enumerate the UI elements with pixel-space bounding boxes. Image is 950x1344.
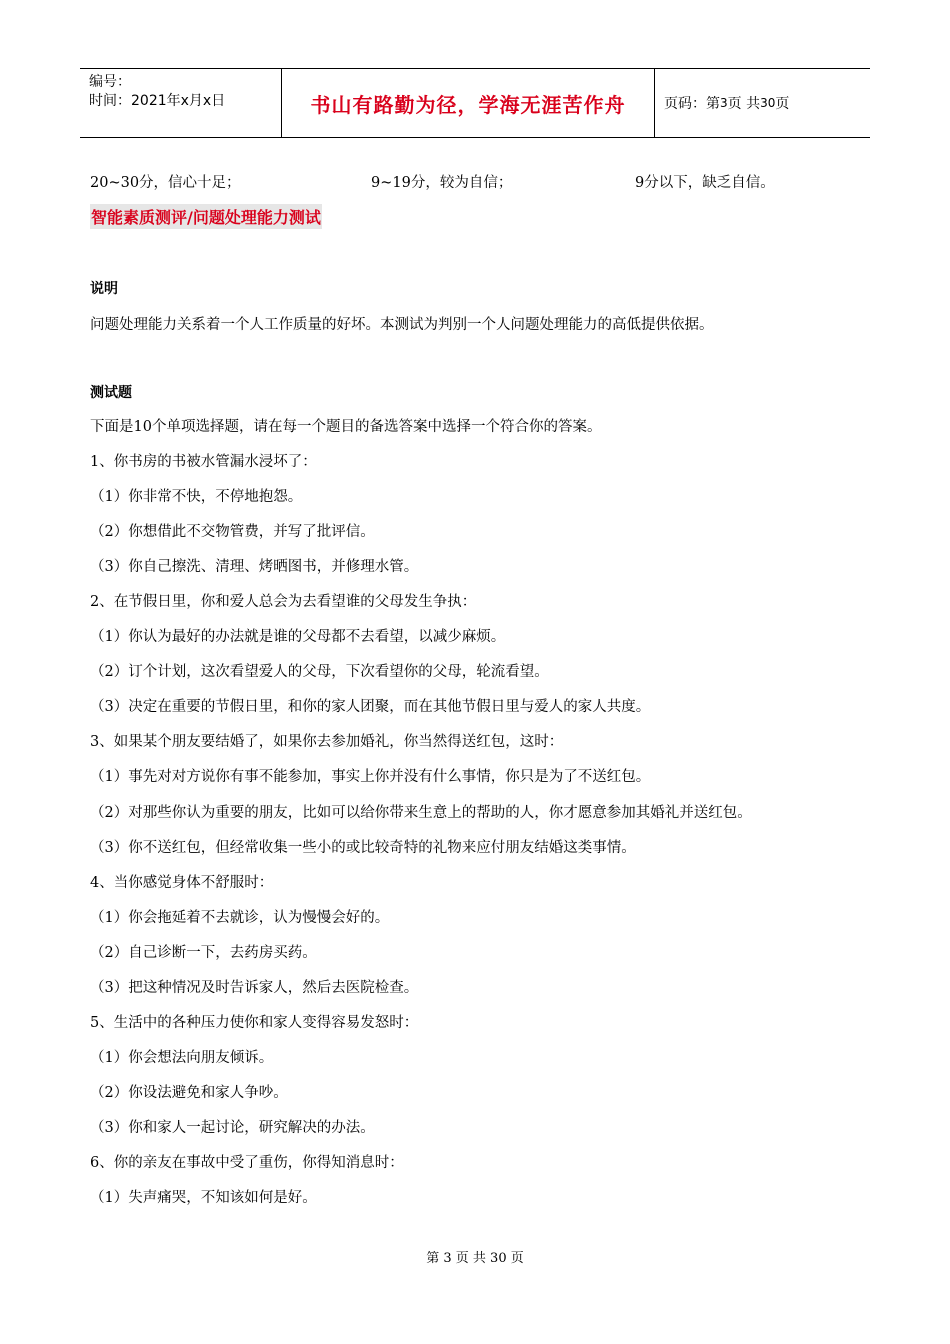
answer-option: （2）对那些你认为重要的朋友，比如可以给你带来生意上的帮助的人，你才愿意参加其婚礼并送红包。 (90, 805, 752, 821)
score-mid: 9~19分，较为自信； (371, 175, 513, 191)
score-high: 20~30分，信心十足； (90, 175, 241, 191)
answer-option: （1）你非常不快，不停地抱怨。 (90, 489, 303, 505)
answer-option: （3）决定在重要的节假日里，和你的家人团聚，而在其他节假日里与爱人的家人共度。 (90, 699, 651, 715)
question-text: 1、你书房的书被水管漏水浸坏了： (90, 454, 317, 470)
intro-heading: 说明 (90, 281, 118, 297)
page-current: 3 (720, 96, 728, 110)
document-number: 编号： (89, 74, 131, 90)
header-motto: 书山有路勤为径，学海无涯苦作舟 (281, 69, 655, 137)
page-mid: 页 共 (727, 96, 761, 112)
answer-option: （1）事先对对方说你有事不能参加，事实上你并没有什么事情，你只是为了不送红包。 (90, 769, 651, 785)
answer-option: （2）你想借此不交物管费，并写了批评信。 (90, 524, 375, 540)
answer-option: （3）把这种情况及时告诉家人，然后去医院检查。 (90, 980, 419, 996)
page-prefix: 页码：第 (664, 96, 720, 112)
question-text: 2、在节假日里，你和爱人总会为去看望谁的父母发生争执： (90, 594, 477, 610)
answer-option: （3）你不送红包，但经常收集一些小的或比较奇特的礼物来应付朋友结婚这类事情。 (90, 840, 636, 856)
answer-option: （2）自己诊断一下，去药房买药。 (90, 945, 317, 961)
answer-option: （1）你会拖延着不去就诊，认为慢慢会好的。 (90, 910, 390, 926)
answer-option: （2）你设法避免和家人争吵。 (90, 1085, 288, 1101)
section-title: 智能素质测评/问题处理能力测试 (90, 204, 322, 229)
page-header (80, 68, 870, 138)
score-low: 9分以下，缺乏自信。 (635, 175, 775, 191)
page-footer: 第 3 页 共 30 页 (426, 1251, 524, 1266)
question-text: 4、当你感觉身体不舒服时： (90, 875, 274, 891)
answer-option: （3）你和家人一起讨论，研究解决的办法。 (90, 1120, 375, 1136)
header-meta (80, 69, 281, 137)
page-suffix: 页 (775, 96, 790, 112)
answer-option: （1）你认为最好的办法就是谁的父母都不去看望，以减少麻烦。 (90, 629, 506, 645)
answer-option: （2）订个计划，这次看望爱人的父母，下次看望你的父母，轮流看望。 (90, 664, 549, 680)
header-page-number (655, 69, 870, 137)
question-text: 5、生活中的各种压力使你和家人变得容易发怒时： (90, 1015, 419, 1031)
question-text: 6、你的亲友在事故中受了重伤，你得知消息时： (90, 1155, 404, 1171)
test-heading: 测试题 (90, 385, 132, 401)
answer-option: （1）失声痛哭，不知该如何是好。 (90, 1190, 317, 1206)
answer-option: （3）你自己擦洗、清理、烤晒图书，并修理水管。 (90, 559, 419, 575)
document-date: 时间：2021年x月x日 (89, 93, 226, 109)
answer-option: （1）你会想法向朋友倾诉。 (90, 1050, 274, 1066)
question-text: 3、如果某个朋友要结婚了，如果你去参加婚礼，你当然得送红包，这时： (90, 734, 564, 750)
page-total: 30 (760, 96, 776, 110)
intro-text: 问题处理能力关系着一个人工作质量的好坏。本测试为判别一个人问题处理能力的高低提供依据。 (90, 317, 714, 333)
test-instruction: 下面是10个单项选择题，请在每一个题目的备选答案中选择一个符合你的答案。 (90, 419, 602, 435)
